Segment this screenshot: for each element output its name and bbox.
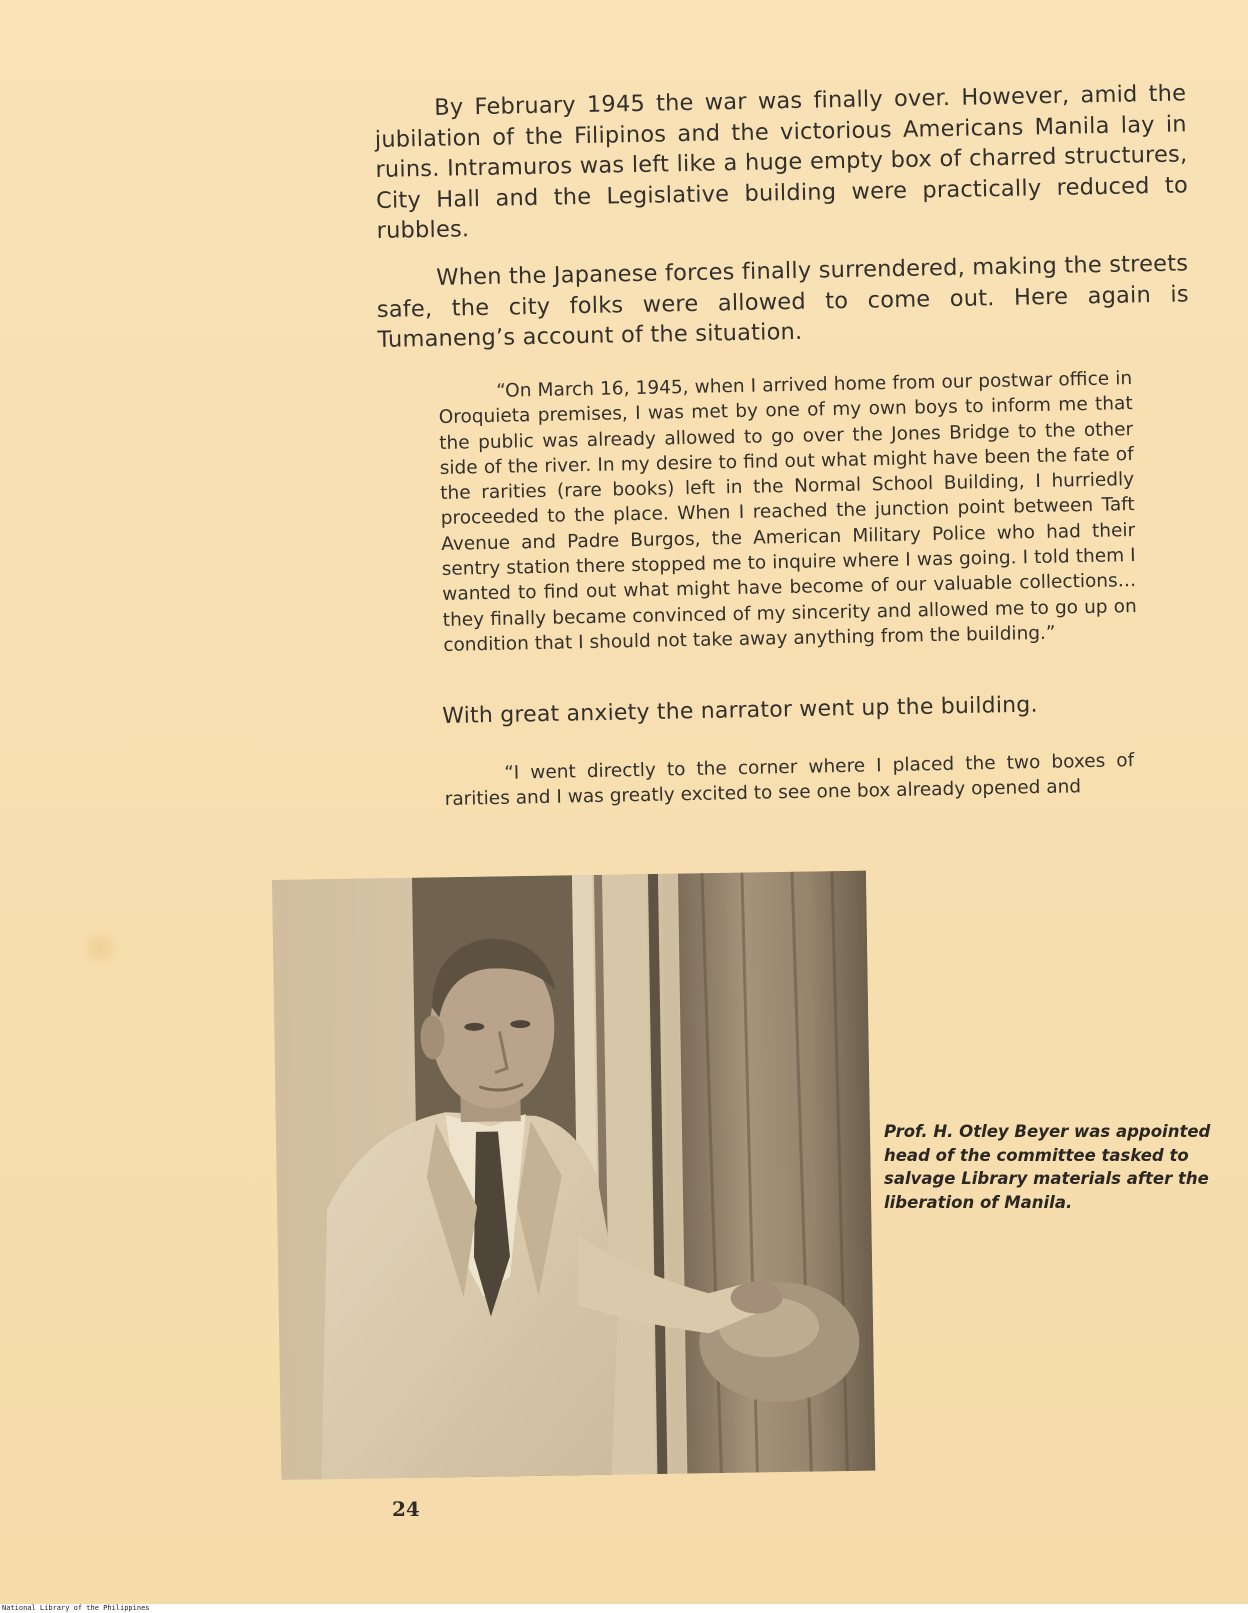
photo-caption: Prof. H. Otley Beyer was appointed head of the committee tasked to salvage Library materials after the liberation of Manila. [884, 1122, 1211, 1212]
paper-stain [78, 930, 122, 966]
body-paragraph-3: With great anxiety the narrator went up the building. [442, 692, 1038, 729]
body-paragraph-1: By February 1945 the war was finally over. However, amid the jubilation of the Filipinos and the victorious Americans Manila lay in ruins. Intramuros was left like a huge empty box of charred structures, City Hall and the Legislative building were practically reduced to rubbles. [374, 80, 1189, 244]
block-quote-1: “On March 16, 1945, when I arrived home from our postwar office in Oroquieta premises, I was met by one of my own boys to inform me that the public was already allowed to go over the Jones Bridge to the other side of the river. In my desire to find out what might have been the fate of the rarities (rare books) left in the Normal School Building, I hurriedly proceeded to the place. When I reached the junction point between Taft Avenue and Padre Burgos, the American Military Police who had their sentry station there stopped me to inquire where I was going. I told them I wanted to find out what might have become of our valuable collections… they finally became convinced of my sincerity and allowed me to go up on condition that I should not take away anything from the building.” [438, 368, 1137, 656]
footer-strip [0, 1604, 1248, 1613]
body-paragraph-2: When the Japanese forces finally surrendered, making the streets safe, the city folks were allowed to come out. Here again is Tumaneng’s account of the situation. [376, 250, 1189, 353]
page-number: 24 [392, 1497, 420, 1521]
block-quote-2: “I went directly to the corner where I placed the two boxes of rarities and I was greatly excited to see one box already opened and [444, 750, 1135, 811]
footer-credit: National Library of the Philippines [2, 1604, 150, 1612]
portrait-photograph [272, 871, 875, 1480]
